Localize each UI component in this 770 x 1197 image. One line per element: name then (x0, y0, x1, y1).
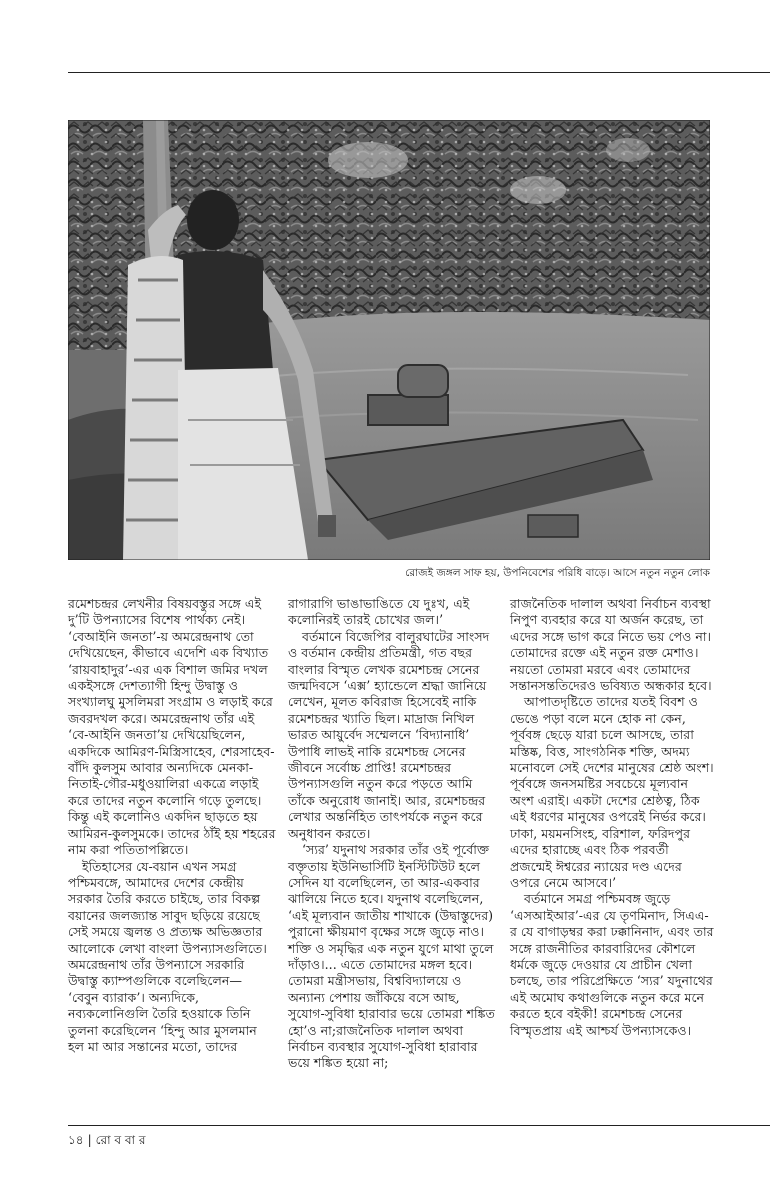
folio-separator: | (87, 1133, 92, 1147)
photo-caption: রোজই জঙ্গল সাফ হয়, উপনিবেশের পরিধি বাড়ে। আসে নতুন নতুন লোক (405, 567, 710, 579)
paragraph: রমেশচন্দ্রর লেখনীর বিষয়বস্তুর সঙ্গে এই দু’টি উপন্যাসের বিশেষ পার্থক্য নেই। ‘বেআইনি জনতা’-য় অমরেন্দ্রনাথ তো দেখিয়েছেন, কীভাবে এদেশি এক বিখ্যাত ‘রায়বাহাদুর’-এর এক বিশাল জমির দখল একইসঙ্গে দেশত্যাগী হিন্দু উদ্বাস্তু ও সংখ্যালঘু মুসলিমরা সংগ্রাম ও লড়াই করে জবরদখল করে। অমরেন্দ্রনাথ তাঁর এই ‘বে-আইনি জনতা’য় দেখিয়েছিলেন, একদিকে আমিরণ-মিস্ত্রিসাহেব, শেরসাহেব-বাঁদি কুলসুম আবার অন্যদিকে মেনকা-নিতাই-গৌর-মধুওয়ালিরা একত্রে লড়াই করে তাদের নতুন কলোনি গড়ে তুলছে। কিন্তু এই কলোনিও একদিন ছাড়তে হয় আমিরন-কুলসুমকে। তাদের ঠাঁই হয় শহরের নাম করা পতিতাপল্লিতে। (68, 596, 276, 858)
paragraph: বর্তমানে সমগ্র পশ্চিমবঙ্গ জুড়ে ‘এসআইআর’-এর যে তৃণমিনাদ, সিএএ-র যে বাগাড়ম্বর করা ঢক্কানিনাদ, এবং তার সঙ্গে রাজনীতির কারবারিদের কৌশলে ধর্মকে জুড়ে দেওয়ার যে প্রাচীন খেলা চলছে, তার পরিপ্রেক্ষিতে ‘স্যর’ যদুনাথের এই অমোঘ কথাগুলিকে নতুন করে মনে করতে হবে বইকী! রমেশচন্দ্র সেনের বিস্মৃতপ্রায় এই আশ্চর্য উপন্যাসকেও। (510, 891, 714, 1038)
top-rule (68, 72, 770, 73)
article-photo (68, 120, 710, 560)
photo-illustration (68, 120, 710, 560)
paragraph: আপাতদৃষ্টিতে তাদের যতই বিবশ ও ভেঙে পড়া বলে মনে হোক না কেন, পূর্ববঙ্গ ছেড়ে যারা চলে আসছে, তারা মস্তিষ্ক, বিত্ত, সাংগঠনিক শক্তি, অদম্য মনোবলে সেই দেশের মানুষের শ্রেষ্ঠ অংশ। পূর্ববঙ্গে জনসমষ্টির সবচেয়ে মূল্যবান অংশ এরাই। একটা দেশের শ্রেষ্ঠত্ব, ঠিক এই ধরণের মানুষের ওপরেই নির্ভর করে। ঢাকা, ময়মনসিংহ, বরিশাল, ফরিদপুর এদের হারাচ্ছে এবং ঠিক পরবর্তী প্রজন্মেই ঈশ্বরের ন্যায়ের দণ্ড এদের ওপরে নেমে আসবে।’ (510, 694, 714, 890)
section-name: রো ব বা র (95, 1133, 146, 1147)
paragraph: ‘স্যর’ যদুনাথ সরকার তাঁর ওই পূর্বোক্ত বক্তৃতায় ইউনিভার্সিটি ইনস্টিটিউট হলে সেদিন যা বলেছিলেন, তা আর-একবার ঝালিয়ে নিতে হবে। যদুনাথ বলেছিলেন, ‘এই মূল্যবান জাতীয় শাখাকে (উদ্বাস্তুদের) পুরানো ক্ষীয়মাণ বৃক্ষের সঙ্গে জুড়ে নাও। শক্তি ও সমৃদ্ধির এক নতুন যুগে মাথা তুলে দাঁড়াও।... এতে তোমাদের মঙ্গল হবে। তোমরা মন্ত্রীসভায়, বিশ্ববিদ্যালয়ে ও অন্যান্য পেশায় জাঁকিয়ে বসে আছ, সুযোগ-সুবিধা হারাবার ভয়ে তোমরা শঙ্কিত হো’ও না;রাজনৈতিক দালাল অথবা নির্বাচন ব্যবস্থার সুযোগ-সুবিধা হারাবার ভয়ে শঙ্কিত হয়ো না; (288, 842, 495, 1071)
page-number: ১৪ (68, 1133, 84, 1147)
paragraph: রাগারাগি ভাঙাভাঙিতে যে দুঃখ, এই কলোনিরই তারই চোখের জল।’ (288, 596, 470, 628)
bottom-rule (68, 1125, 770, 1126)
article-column-2 (288, 596, 496, 1072)
paragraph: ইতিহাসের যে-বয়ান এখন সমগ্র পশ্চিমবঙ্গে, আমাদের দেশের কেন্দ্রীয় সরকার তৈরি করতে চাইছে, তার বিকল্প বয়ানের জলজ্যান্ত সাবুদ ছড়িয়ে রয়েছে সেই সময়ে জ্বলন্ত ও প্রত্যক্ষ অভিজ্ঞতার আলোকে লেখা বাংলা উপন্যাসগুলিতে। অমরেন্দ্রনাথ তাঁর উপন্যাসে সরকারি উদ্বাস্তু ক্যাম্পগুলিকে বলেছিলেন— ‘বেবুন ব্যারাক’। অন্যদিকে, নব্যকলোনিগুলি তৈরি হওয়াকে তিনি তুলনা করেছিলেন ‘হিন্দু আর মুসলমান হল মা আর সন্তানের মতো, তাদের (68, 858, 267, 1054)
paragraph: রাজনৈতিক দালাল অথবা নির্বাচন ব্যবস্থা নিপুণ ব্যবহার করে যা অর্জন করেছ, তা এদের সঙ্গে ভাগ করে নিতে ভয় পেও না। তোমাদের রক্তে এই নতুন রক্ত মেশাও। নয়তো তোমরা মরবে এবং তোমাদের সন্তানসন্ততিদেরও ভবিষ্যত অন্ধকার হবে। (510, 596, 712, 694)
article-column-3 (510, 596, 714, 1039)
paragraph: বর্তমানে বিজেপির বালুরঘাটের সাংসদ ও বর্তমান কেন্দ্রীয় প্রতিমন্ত্রী, গত বছর বাংলার বিস্মৃত লেখক রমেশচন্দ্র সেনের জন্মদিবসে ‘এক্স’ হ্যান্ডেলে শ্রদ্ধা জানিয়ে লেখেন, মূলত কবিরাজ হিসেবেই নাকি রমেশচন্দ্রর খ্যাতি ছিল। মাদ্রাজ নিখিল ভারত আয়ুর্বেদ সম্মেলনে ‘বিদ্যানাধি’ উপাধি লাভই নাকি রমেশচন্দ্র সেনের জীবনে সর্বোচ্চ প্রাপ্তি! রমেশচন্দ্রর উপন্যাসগুলি নতুন করে পড়তে আমি তাঁকে অনুরোধ জানাই। আর, রমেশচন্দ্রর লেখার অন্তর্নিহিত তাৎপর্যকে নতুন করে অনুধাবন করতে। (288, 628, 490, 841)
page-folio (68, 1132, 145, 1152)
article-column-1 (68, 596, 276, 1055)
